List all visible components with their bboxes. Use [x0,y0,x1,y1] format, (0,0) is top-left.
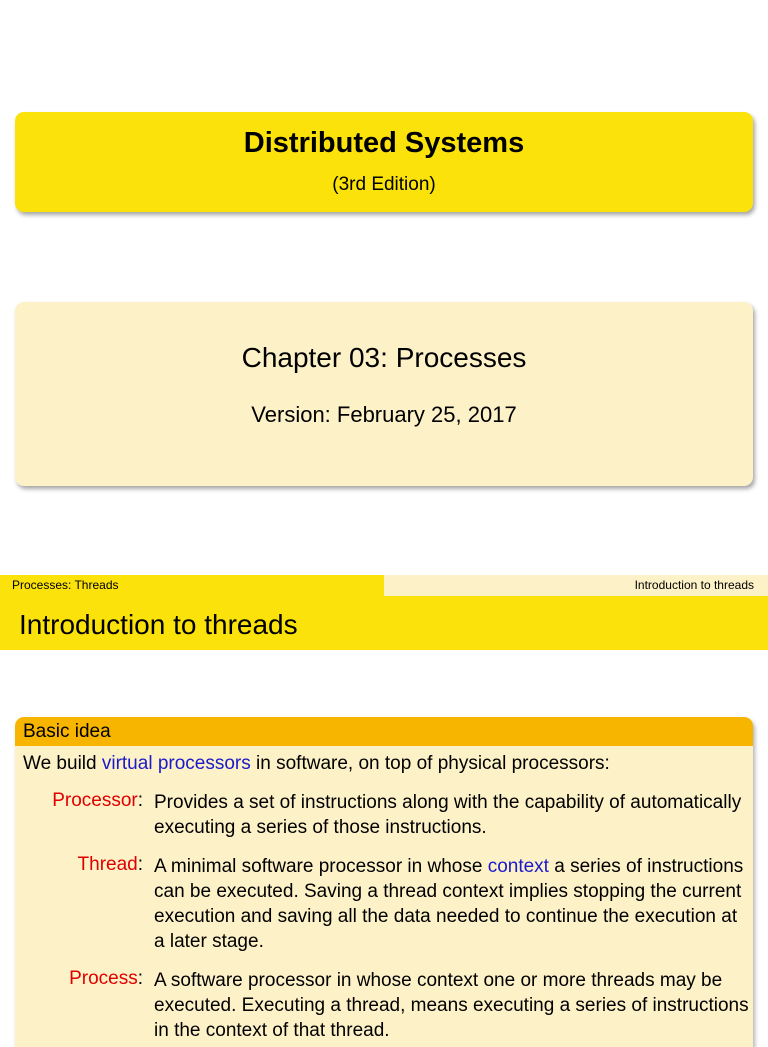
definition-text: A software processor in whose context one or more threads may be executed. Executing a thread, means executing a series of instructions in the context of that thread. [154,970,749,1041]
context-highlight: context [487,856,549,877]
slide-title: Distributed Systems [243,127,525,159]
definition-term: Processor: [52,790,143,811]
definition-term: Process: [69,968,143,989]
block-intro [23,753,610,775]
definition-text: Provides a set of instructions along with the capability of automatically executing a series of those instructions. [154,792,742,838]
slide-headline [0,575,768,596]
frame-title: Introduction to threads [0,596,768,650]
chapter-version: Version: February 25, 2017 [251,402,517,427]
slide-subtitle: (3rd Edition) [332,174,436,195]
definition-text: A minimal software processor in whose context a series of instructions can be executed. Saving a thread context implies stopping the current execution and saving all the data needed to continue the execution at a later stage. [154,856,744,952]
block-title: Basic idea [15,717,753,746]
chapter-slide [15,302,753,486]
intro-highlight: virtual processors [101,753,251,774]
chapter-title: Chapter 03: Processes [241,342,527,373]
intro-text-post: in software, on top of physical processors: [250,753,610,774]
headline-section: Processes: Threads [0,575,384,596]
title-slide [15,112,753,212]
basic-idea-block [15,717,753,1047]
headline-subsection: Introduction to threads [384,575,768,596]
definition-term: Thread: [77,854,143,875]
intro-text-pre: We build [23,753,102,774]
